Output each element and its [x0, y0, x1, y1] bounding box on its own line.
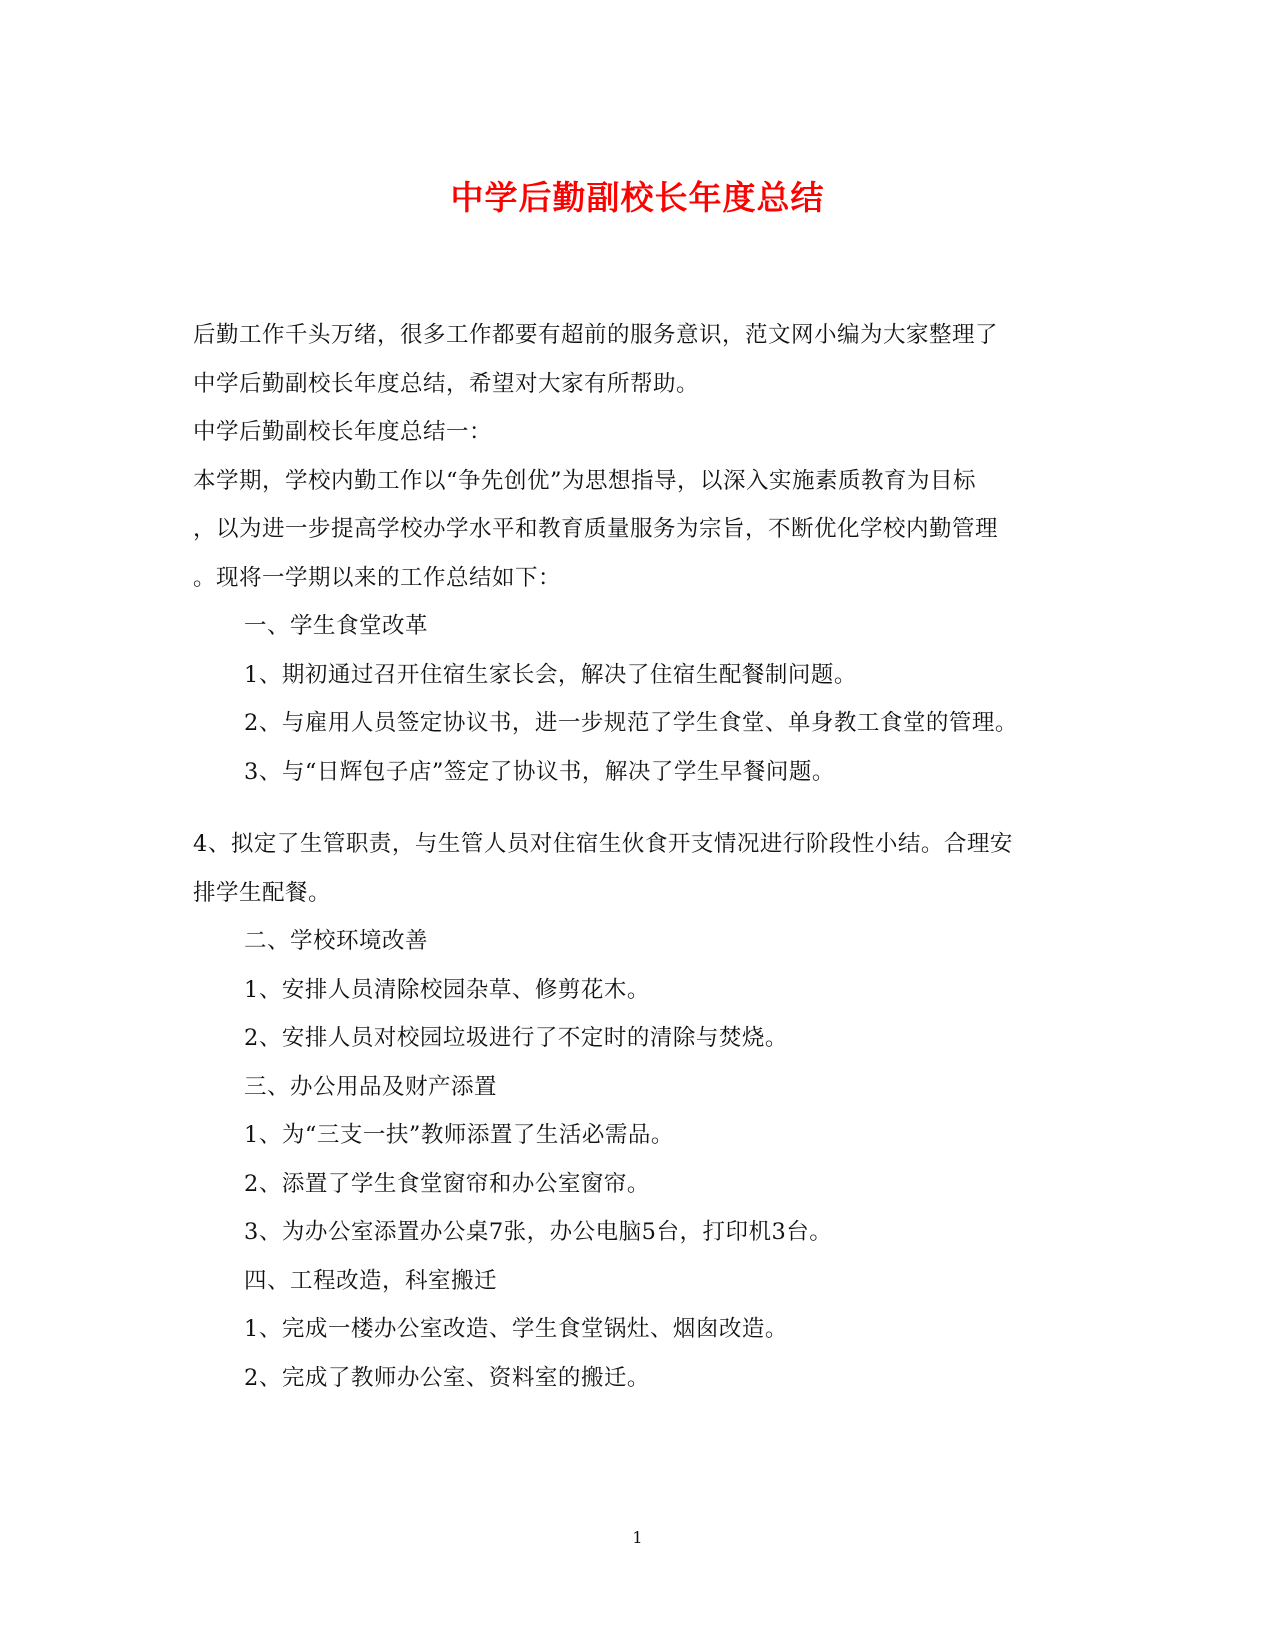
paragraph-line: 4、拟定了生管职责，与生管人员对住宿生伙食开支情况进行阶段性小结。合理安 — [193, 831, 1013, 857]
page-number: 1 — [632, 1528, 643, 1547]
paragraph-line: ，以为进一步提高学校办学水平和教育质量服务为宗旨，不断优化学校内勤管理 — [193, 516, 999, 542]
list-item: 1、完成一楼办公室改造、学生食堂锅灶、烟囱改造。 — [244, 1316, 788, 1342]
paragraph-line: 中学后勤副校长年度总结，希望对大家有所帮助。 — [193, 370, 700, 397]
paragraph-line: 排学生配餐。 — [193, 879, 332, 906]
section-heading: 二、学校环境改善 — [244, 928, 429, 954]
paragraph-line: 。现将一学期以来的工作总结如下： — [193, 564, 562, 591]
list-item: 2、安排人员对校园垃圾进行了不定时的清除与焚烧。 — [244, 1025, 788, 1051]
paragraph-line: 本学期，学校内勤工作以“争先创优”为思想指导，以深入实施素质教育为目标 — [193, 467, 977, 494]
list-item: 1、期初通过召开住宿生家长会，解决了住宿生配餐制问题。 — [244, 661, 857, 688]
list-item: 1、为“三支一扶”教师添置了生活必需品。 — [244, 1122, 674, 1148]
list-item: 2、完成了教师办公室、资料室的搬迁。 — [244, 1364, 650, 1391]
document-title: 中学后勤副校长年度总结 — [450, 178, 825, 217]
paragraph-line: 后勤工作千头万绪，很多工作都要有超前的服务意识，范文网小编为大家整理了 — [193, 322, 999, 348]
paragraph-line: 中学后勤副校长年度总结一： — [193, 419, 493, 445]
list-item: 2、与雇用人员签定协议书，进一步规范了学生食堂、单身教工食堂的管理。 — [244, 710, 1018, 736]
list-item: 3、为办公室添置办公桌7张，办公电脑5台，打印机3台。 — [244, 1219, 833, 1245]
continuation-block — [193, 820, 1093, 1402]
section-heading: 一、学生食堂改革 — [244, 613, 429, 639]
section-heading: 四、工程改造，科室搬迁 — [244, 1267, 498, 1294]
intro-block — [193, 311, 1093, 796]
list-item: 2、添置了学生食堂窗帘和办公室窗帘。 — [244, 1170, 650, 1197]
list-item: 1、安排人员清除校园杂草、修剪花木。 — [244, 976, 650, 1003]
list-item: 3、与“日辉包子店”签定了协议书，解决了学生早餐问题。 — [244, 758, 835, 785]
section-heading: 三、办公用品及财产添置 — [244, 1073, 498, 1100]
